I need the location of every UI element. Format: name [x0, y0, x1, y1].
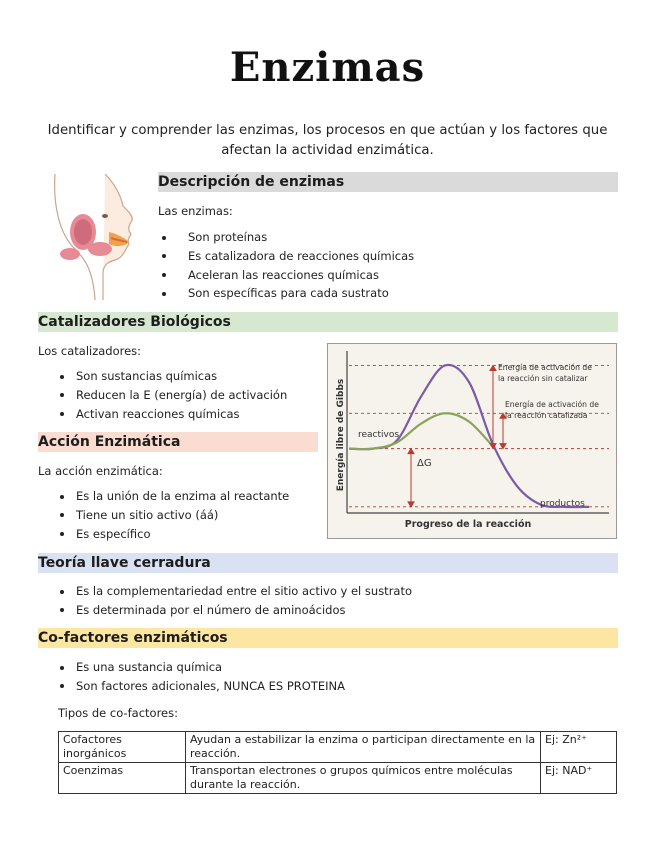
catalyzed-annotation-2: la reacción catalizada — [505, 411, 588, 420]
section-descripcion-heading: Descripción de enzimas — [158, 172, 618, 192]
list-item: Tiene un sitio activo (áá) — [58, 506, 289, 525]
list-item: Son factores adicionales, NUNCA ES PROTEINA — [58, 677, 345, 696]
list-item: Activan reacciones químicas — [58, 405, 287, 424]
descripcion-list — [158, 228, 414, 303]
gibbs-energy-chart — [327, 343, 617, 539]
delta-g-label: ΔG — [417, 458, 432, 469]
table-cell: Ayudan a estabilizar la enzima o participan directamente en la reacción. — [186, 732, 541, 763]
x-axis-label: Progreso de la reacción — [404, 519, 532, 530]
table-cell: Transportan electrones o grupos químicos entre moléculas durante la reacción. — [186, 763, 541, 794]
accion-list — [58, 487, 289, 543]
list-item: Es catalizadora de reacciones químicas — [158, 247, 414, 266]
list-item: Aceleran las reacciones químicas — [158, 266, 414, 285]
section-teoria-heading: Teoría llave cerradura — [38, 553, 618, 573]
cofactores-list — [58, 658, 345, 696]
table-row — [59, 732, 617, 763]
list-item: Son proteínas — [158, 228, 414, 247]
descripcion-intro: Las enzimas: — [158, 204, 233, 218]
table-cell: Ej: Zn²⁺ — [541, 732, 617, 763]
table-row — [59, 763, 617, 794]
y-axis-label: Energía libre de Gibbs — [336, 378, 346, 492]
accion-intro: La acción enzimática: — [38, 464, 163, 478]
catalyzed-annotation-1: Energía de activación de — [505, 400, 599, 409]
uncatalyzed-annotation-2: la reacción sin catalizar — [498, 374, 588, 383]
tipos-cofactores-label: Tipos de co-factores: — [58, 706, 178, 720]
section-cofactores-heading: Co-factores enzimáticos — [38, 628, 618, 648]
catalizadores-intro: Los catalizadores: — [38, 344, 142, 358]
page-title: Enzimas — [229, 44, 426, 91]
teoria-list — [58, 582, 412, 620]
catalizadores-list — [58, 367, 287, 423]
page-subtitle: Identificar y comprender las enzimas, los procesos en que actúan y los factores que afectan la actividad enzimática. — [47, 123, 608, 158]
digestive-face-illustration — [45, 174, 155, 300]
cofactores-table — [58, 731, 617, 794]
table-cell: Cofactores inorgánicos — [59, 732, 186, 763]
table-cell: Ej: NAD⁺ — [541, 763, 617, 794]
section-accion-heading: Acción Enzimática — [38, 432, 318, 452]
list-item: Es la unión de la enzima al reactante — [58, 487, 289, 506]
list-item: Son sustancias químicas — [58, 367, 287, 386]
productos-label: productos — [540, 499, 585, 509]
list-item: Es específico — [58, 525, 289, 544]
list-item: Reducen la E (energía) de activación — [58, 386, 287, 405]
uncatalyzed-annotation-1: Energía de activación de — [498, 363, 592, 372]
table-cell: Coenzimas — [59, 763, 186, 794]
list-item: Es la complementariedad entre el sitio activo y el sustrato — [58, 582, 412, 601]
list-item: Son específicas para cada sustrato — [158, 284, 414, 303]
reactivos-label: reactivos — [358, 430, 400, 440]
list-item: Es una sustancia química — [58, 658, 345, 677]
list-item: Es determinada por el número de aminoácidos — [58, 601, 412, 620]
section-catalizadores-heading: Catalizadores Biológicos — [38, 312, 618, 332]
